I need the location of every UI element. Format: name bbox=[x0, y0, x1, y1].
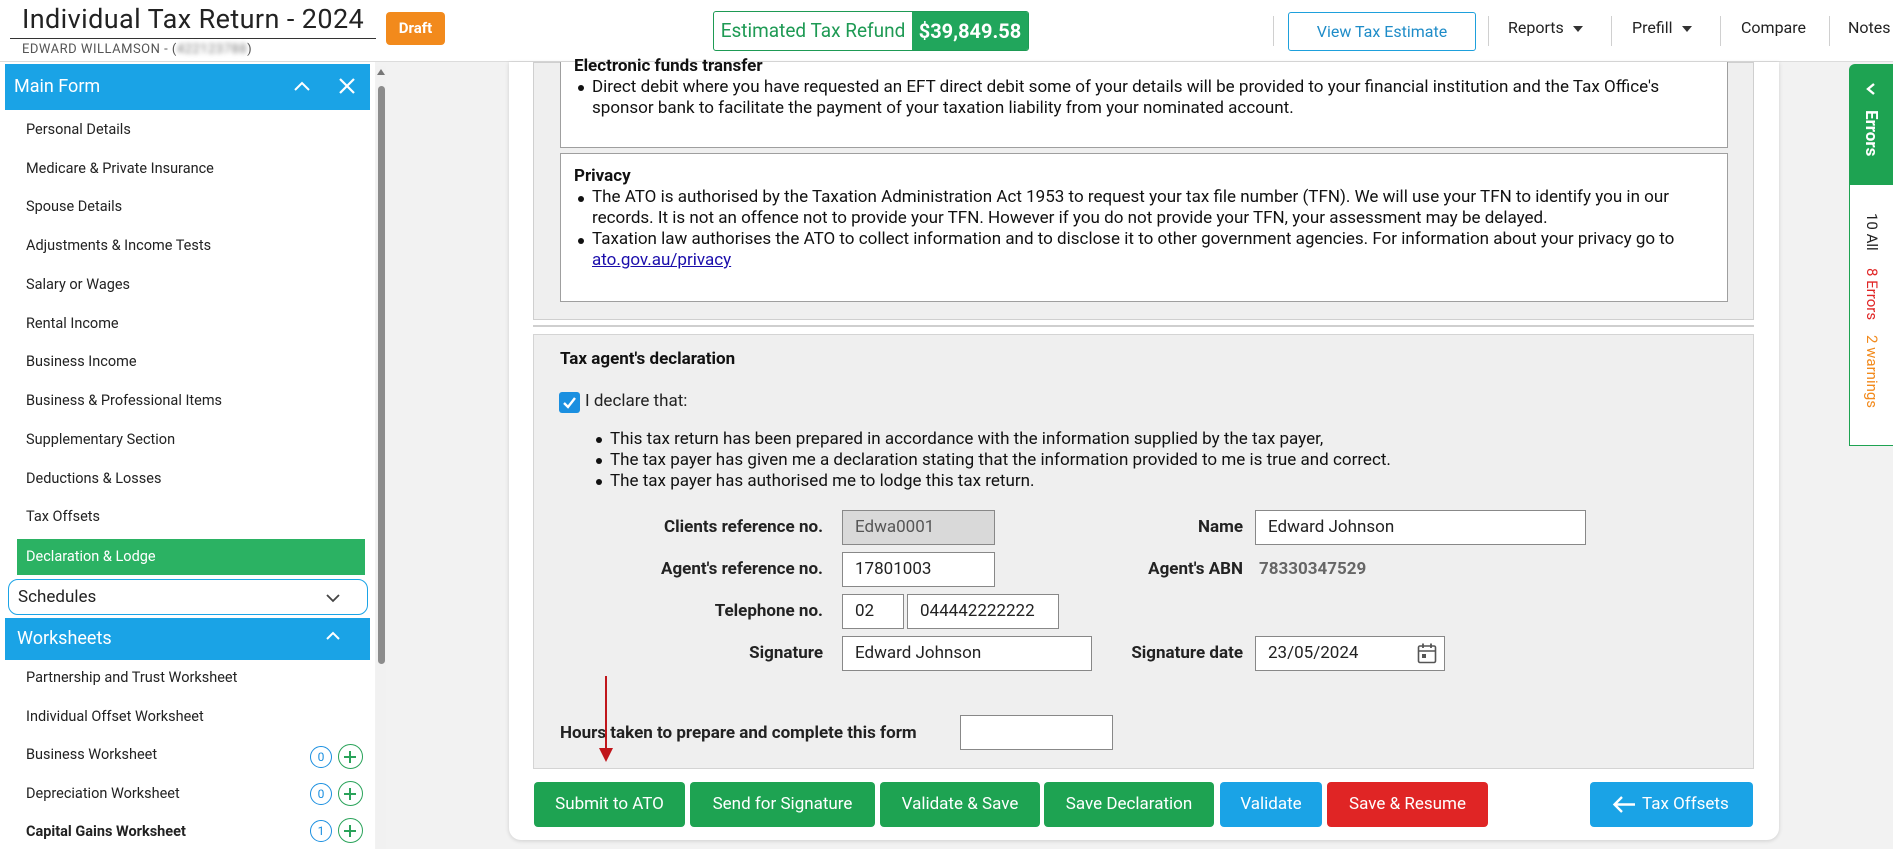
declaration-bullet-2: The tax payer has given me a declaration stating that the information provided to me is true and correct. bbox=[610, 450, 1391, 470]
arrow-left-icon bbox=[1612, 795, 1636, 814]
add-capital-gains-worksheet-button[interactable] bbox=[338, 818, 363, 843]
sidebar-item-supplementary[interactable]: Supplementary Section bbox=[26, 431, 176, 448]
privacy-text-2 bbox=[592, 229, 1717, 271]
telephone-label: Telephone no. bbox=[714, 601, 823, 621]
sidebar-item-tax-offsets[interactable]: Tax Offsets bbox=[26, 508, 100, 525]
save-declaration-button[interactable]: Save Declaration bbox=[1044, 782, 1214, 827]
validate-save-button[interactable]: Validate & Save bbox=[880, 782, 1040, 827]
nav-divider bbox=[1611, 16, 1612, 46]
sidebar-item-salary-wages[interactable]: Salary or Wages bbox=[26, 276, 131, 293]
errors-panel-toggle[interactable] bbox=[1849, 64, 1893, 184]
annotation-arrow-icon bbox=[598, 676, 614, 764]
agents-abn-label: Agent's ABN bbox=[1148, 559, 1243, 579]
declaration-bullet-1: This tax return has been prepared in accordance with the information supplied by the tax payer, bbox=[610, 429, 1324, 449]
privacy-text-2-body: Taxation law authorises the ATO to collect information and to disclose it to other government agencies. For information about your privacy go to bbox=[592, 229, 1675, 249]
previous-tax-offsets-button[interactable] bbox=[1590, 782, 1753, 827]
bullet-dot bbox=[596, 458, 602, 464]
prefill-menu[interactable] bbox=[1632, 18, 1692, 37]
signature-field[interactable]: Edward Johnson bbox=[842, 636, 1092, 671]
previous-tax-offsets-label: Tax Offsets bbox=[1642, 794, 1729, 814]
declare-checkbox[interactable] bbox=[559, 392, 580, 413]
errors-summary bbox=[1849, 184, 1893, 446]
schedules-section[interactable] bbox=[8, 579, 368, 615]
declare-checkbox-label: I declare that: bbox=[585, 391, 688, 411]
telephone-area-field[interactable]: 02 bbox=[842, 594, 904, 629]
chevron-up-icon[interactable] bbox=[291, 77, 313, 97]
worksheet-item-depreciation[interactable]: Depreciation Worksheet bbox=[26, 785, 180, 802]
sidebar-scrollbar-thumb[interactable] bbox=[378, 86, 385, 664]
schedules-title: Schedules bbox=[18, 587, 97, 607]
name-label: Name bbox=[1198, 517, 1243, 537]
checkmark-icon bbox=[559, 392, 580, 413]
privacy-title: Privacy bbox=[574, 166, 631, 186]
title-divider bbox=[10, 38, 376, 39]
calendar-icon[interactable] bbox=[1417, 643, 1437, 664]
errors-error-count[interactable]: 8 Errors bbox=[1863, 268, 1881, 321]
view-tax-estimate-button[interactable]: View Tax Estimate bbox=[1288, 12, 1476, 51]
hours-label: Hours taken to prepare and complete this form bbox=[560, 723, 917, 743]
agents-ref-label: Agent's reference no. bbox=[661, 559, 823, 579]
notes-link[interactable]: Notes bbox=[1848, 18, 1891, 37]
sidebar-item-medicare[interactable]: Medicare & Private Insurance bbox=[26, 160, 214, 177]
refund-label: Estimated Tax Refund bbox=[720, 19, 906, 42]
nav-divider bbox=[1829, 16, 1830, 46]
bullet-dot bbox=[578, 85, 584, 91]
close-icon[interactable] bbox=[335, 74, 359, 98]
send-for-signature-button[interactable]: Send for Signature bbox=[690, 782, 875, 827]
privacy-text-1: The ATO is authorised by the Taxation Administration Act 1953 to request your tax file number (TFN). We will use your TFN to identify you in our records. It is not an offence not to provide your TFN. However if you do not provide your TFN, your assessment may be delayed. bbox=[592, 187, 1670, 228]
clients-ref-field: Edwa0001 bbox=[842, 510, 995, 545]
depreciation-worksheet-count: 0 bbox=[310, 783, 332, 805]
worksheet-item-partnership-trust[interactable]: Partnership and Trust Worksheet bbox=[26, 669, 238, 686]
worksheet-item-individual-offset[interactable]: Individual Offset Worksheet bbox=[26, 708, 204, 725]
estimated-refund-box bbox=[713, 11, 1029, 51]
business-worksheet-count: 0 bbox=[310, 746, 332, 768]
section-divider bbox=[533, 325, 1754, 327]
ato-privacy-link[interactable]: ato.gov.au/privacy bbox=[592, 250, 732, 270]
sidebar-item-business-professional[interactable]: Business & Professional Items bbox=[26, 392, 223, 409]
submit-to-ato-button[interactable]: Submit to ATO bbox=[534, 782, 685, 827]
chevron-up-icon[interactable] bbox=[323, 627, 343, 645]
compare-link[interactable]: Compare bbox=[1741, 18, 1807, 37]
errors-warning-count[interactable]: 2 warnings bbox=[1863, 335, 1881, 409]
bullet-dot bbox=[578, 238, 584, 244]
clients-ref-label: Clients reference no. bbox=[664, 517, 823, 537]
bullet-dot bbox=[596, 437, 602, 443]
prefill-menu-label: Prefill bbox=[1632, 18, 1673, 37]
errors-all-count[interactable]: 10 All bbox=[1863, 213, 1881, 251]
client-name-close: ) bbox=[247, 42, 253, 57]
bullet-dot bbox=[578, 196, 584, 202]
errors-tab-label: Errors bbox=[1861, 110, 1881, 157]
declaration-bullet-3: The tax payer has authorised me to lodge this tax return. bbox=[610, 471, 1035, 491]
save-resume-button[interactable]: Save & Resume bbox=[1327, 782, 1488, 827]
sidebar-item-rental-income[interactable]: Rental Income bbox=[26, 315, 119, 332]
status-badge: Draft bbox=[386, 12, 445, 45]
capital-gains-worksheet-count: 1 bbox=[310, 820, 332, 842]
worksheet-item-business[interactable]: Business Worksheet bbox=[26, 746, 158, 763]
name-field[interactable]: Edward Johnson bbox=[1255, 510, 1586, 545]
signature-date-field[interactable]: 23/05/2024 bbox=[1255, 636, 1445, 671]
agents-ref-field[interactable]: 17801003 bbox=[842, 552, 995, 587]
validate-button[interactable]: Validate bbox=[1220, 782, 1322, 827]
add-business-worksheet-button[interactable] bbox=[338, 744, 363, 769]
page-title: Individual Tax Return - 2024 bbox=[22, 3, 365, 35]
main-form-title: Main Form bbox=[14, 76, 101, 97]
eft-title: Electronic funds transfer bbox=[574, 56, 763, 76]
nav-divider bbox=[1273, 16, 1274, 46]
declaration-title: Tax agent's declaration bbox=[560, 349, 736, 369]
add-depreciation-worksheet-button[interactable] bbox=[338, 781, 363, 806]
client-name-text: EDWARD WILLAMSON - ( bbox=[22, 42, 177, 57]
eft-text: Direct debit where you have requested an EFT direct debit some of your details will be provided to your financial institution and the Tax Office's sponsor bank to facilitate the payment of your taxation liability from your nominated account. bbox=[592, 77, 1660, 118]
agents-abn-value: 78330347529 bbox=[1259, 559, 1367, 579]
client-name bbox=[22, 42, 252, 57]
main-form-header[interactable] bbox=[5, 64, 370, 110]
telephone-number-field[interactable]: 044442222222 bbox=[907, 594, 1059, 629]
chevron-down-icon[interactable] bbox=[325, 592, 341, 604]
worksheet-item-capital-gains[interactable]: Capital Gains Worksheet bbox=[26, 823, 186, 840]
chevron-left-icon bbox=[1864, 82, 1878, 96]
sidebar-item-spouse-details[interactable]: Spouse Details bbox=[26, 198, 123, 215]
sidebar-item-personal-details[interactable]: Personal Details bbox=[26, 121, 131, 138]
sidebar-item-business-income[interactable]: Business Income bbox=[26, 353, 137, 370]
scroll-up-arrow-icon[interactable] bbox=[377, 69, 385, 75]
reports-menu-label: Reports bbox=[1508, 18, 1564, 37]
sidebar-item-adjustments[interactable]: Adjustments & Income Tests bbox=[26, 237, 212, 254]
worksheets-title: Worksheets bbox=[17, 628, 112, 649]
signature-date-label: Signature date bbox=[1131, 643, 1243, 663]
nav-divider bbox=[1488, 16, 1489, 46]
refund-amount: $39,849.58 bbox=[912, 12, 1028, 50]
tax-agent-declaration-panel bbox=[533, 334, 1754, 769]
worksheets-header[interactable] bbox=[5, 618, 370, 660]
sidebar-item-declaration-lodge[interactable]: Declaration & Lodge bbox=[17, 539, 365, 575]
nav-divider bbox=[1720, 16, 1721, 46]
signature-label: Signature bbox=[749, 643, 823, 663]
client-tfn: 422123788 bbox=[176, 42, 248, 57]
bullet-dot bbox=[596, 479, 602, 485]
hours-field[interactable] bbox=[960, 715, 1113, 750]
sidebar-item-deductions[interactable]: Deductions & Losses bbox=[26, 470, 162, 487]
reports-menu[interactable] bbox=[1508, 18, 1583, 37]
